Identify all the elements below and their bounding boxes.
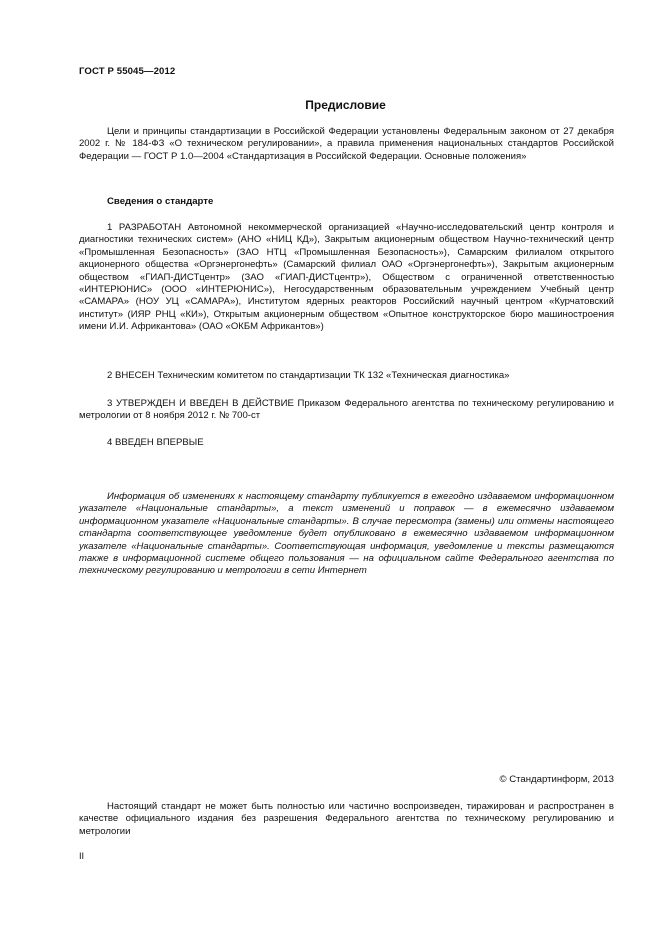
reproduction-notice: Настоящий стандарт не может быть полностью или частично воспроизведен, тиражирован и распространен в качестве официального издания без разрешения Федерального агентства по техническому регулированию и метрологии [79, 801, 614, 837]
page-title: Предисловие [305, 98, 386, 112]
item-approved: 3 УТВЕРЖДЕН И ВВЕДЕН В ДЕЙСТВИЕ Приказом Федерального агентства по техническому регулированию и метрологии от 8 ноября 2012 г. № 700-ст [79, 398, 614, 422]
item-developed-by: 1 РАЗРАБОТАН Автономной некоммерческой организацией «Научно-исследовательский центр контроля и диагностики технических систем» (АНО «НИЦ КД»), Закрытым акционерным обществом Научно-технический центр «Промышленная Безопасность» (ЗАО НТЦ «Промышленная Безопасность»), Самарским филиалом открытого акционерного общества «Оргэнергонефть» (Самарский филиал ОАО «Оргэнергонефть»), Закрытым акционерным обществом «ГИАП-ДИСТцентр» (ЗАО «ГИАП-ДИСТцентр»), Обществом с ограниченной ответственностью «ИНТЕРЮНИС» (ООО «ИНТЕРЮНИС»), Негосударственным образовательным учреждением Учебный центр «САМАРА» (НОУ УЦ «САМАРА»), Институтом ядерных реакторов Российский научный центром «Курчатовский институт» (ИЯР РНЦ «КИ»), Открытым акционерным обществом «Опытное конструкторское бюро машиностроения имени И.И. Африкантова» (ОАО «ОКБМ Африкантов») [79, 222, 614, 333]
document-header-id: ГОСТ Р 55045—2012 [79, 66, 176, 77]
intro-paragraph: Цели и принципы стандартизации в Российской Федерации установлены Федеральным законом от 27 декабря 2002 г. № 184-ФЗ «О техническом регулировании», а правила применения национальных стандартов Российской Федерации — ГОСТ Р 1.0—2004 «Стандартизация в Российской Федерации. Основные положения» [79, 126, 614, 162]
copyright-line: © Стандартинформ, 2013 [499, 774, 614, 785]
changes-notice: Информация об изменениях к настоящему стандарту публикуется в ежегодно издаваемом информационном указателе «Национальные стандарты», а текст изменений и поправок — в ежемесячно издаваемом информационном указателе «Национальные стандарты». В случае пересмотра (замены) или отмены настоящего стандарта соответствующее уведомление будет опубликовано в ежемесячно издаваемом информационном указателе «Национальные стандарты». Соответствующая информация, уведомление и тексты размещаются также в информационной системе общего пользования — на официальном сайте Федерального агентства по техническому регулированию и метрологии в сети Интернет [79, 491, 614, 577]
page-number: II [79, 851, 85, 861]
item-first-introduced: 4 ВВЕДЕН ВПЕРВЫЕ [107, 437, 204, 448]
section-heading: Сведения о стандарте [107, 196, 214, 207]
item-submitted-by: 2 ВНЕСЕН Техническим комитетом по стандартизации ТК 132 «Техническая диагностика» [107, 370, 510, 381]
